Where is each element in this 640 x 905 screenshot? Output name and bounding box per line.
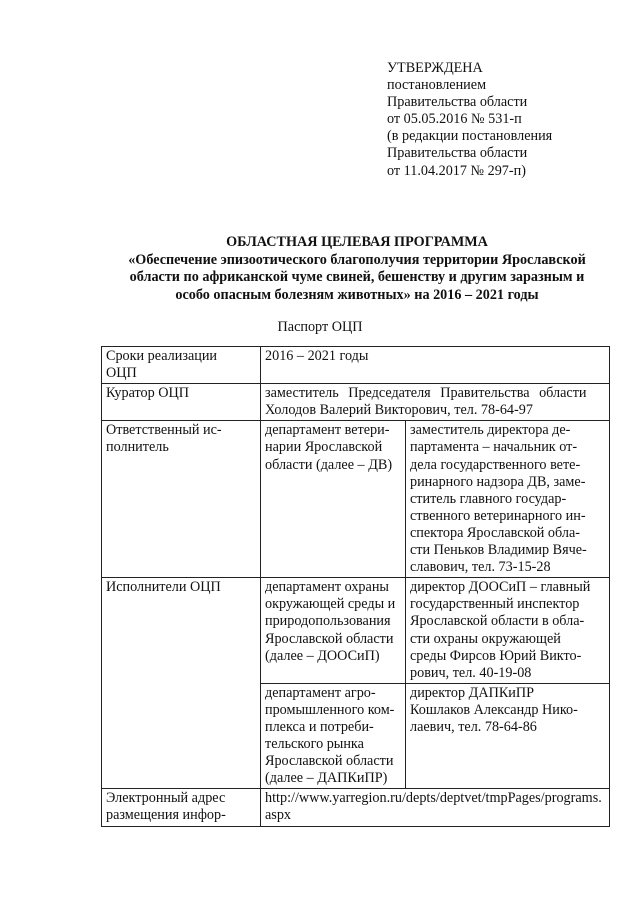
program-name-line: «Обеспечение эпизоотического благополучия территории Ярославской [128, 251, 586, 268]
approval-line: (в редакции постановления [387, 128, 553, 145]
passport-table [101, 346, 610, 827]
executor-person: директор ДАПКиПР Кошлаков Александр Нико- лаевич, тел. 78-64-86 [406, 683, 610, 789]
approval-stamp [387, 60, 627, 180]
table-row-web [102, 789, 610, 826]
program-heading: ОБЛАСТНАЯ ЦЕЛЕВАЯ ПРОГРАММА [226, 234, 488, 250]
row-label: Ответственный ис- полнитель [102, 421, 261, 578]
approval-line: Правительства области [387, 145, 528, 162]
row-label: Исполнители ОЦП [102, 578, 261, 789]
table-row-responsible [102, 421, 610, 578]
approval-line: от 11.04.2017 № 297-п) [387, 162, 526, 179]
executor-person: директор ДООСиП – главный государственный инспектор Ярославской области в обла- сти охраны окружающей среды Фирсов Юрий Викто- рович, тел. 40-19-08 [406, 578, 610, 684]
table-row-terms [102, 347, 610, 384]
table-row-curator [102, 384, 610, 421]
approval-line: постановлением [387, 77, 487, 94]
program-name-line: области по африканской чуме свиней, бешенству и другим заразным и [129, 269, 585, 285]
approval-line: Правительства области [387, 94, 528, 111]
row-label: Электронный адрес размещения инфор- [102, 789, 261, 826]
web-address-link[interactable]: http://www.yarregion.ru/depts/deptvet/tmpPages/programs. aspx [261, 789, 610, 826]
program-title [88, 234, 626, 304]
executor-org: департамент агро- промышленного ком- плекса и потреби- тельского рынка Ярославской области (далее – ДАПКиПР) [261, 683, 406, 789]
approval-line: УТВЕРЖДЕНА [387, 60, 483, 76]
row-label: Куратор ОЦП [102, 384, 261, 421]
table-row-executors [102, 578, 610, 684]
executor-org: департамент охраны окружающей среды и природопользования Ярославской области (далее – ДООСиП) [261, 578, 406, 684]
program-name-line: особо опасным болезням животных» на 2016 – 2021 годы [175, 286, 539, 303]
row-label: Сроки реализации ОЦП [102, 347, 261, 384]
approval-line: от 05.05.2016 № 531-п [387, 111, 522, 128]
row-value: 2016 – 2021 годы [261, 347, 610, 384]
row-value: заместитель Председателя Правительства области Холодов Валерий Викторович, тел. 78-64-97 [261, 384, 610, 421]
responsible-person: заместитель директора де- партамента – начальник от- дела государственного вете- ринарного надзора ДВ, заме- ститель главного государ- ственного ветеринарного ин- спектора Ярославской обла- сти Пеньков Владимир Вяче- славович, тел. 73-15-28 [406, 421, 610, 578]
responsible-org: департамент ветери- нарии Ярославской области (далее – ДВ) [261, 421, 406, 578]
passport-label: Паспорт ОЦП [277, 319, 363, 335]
